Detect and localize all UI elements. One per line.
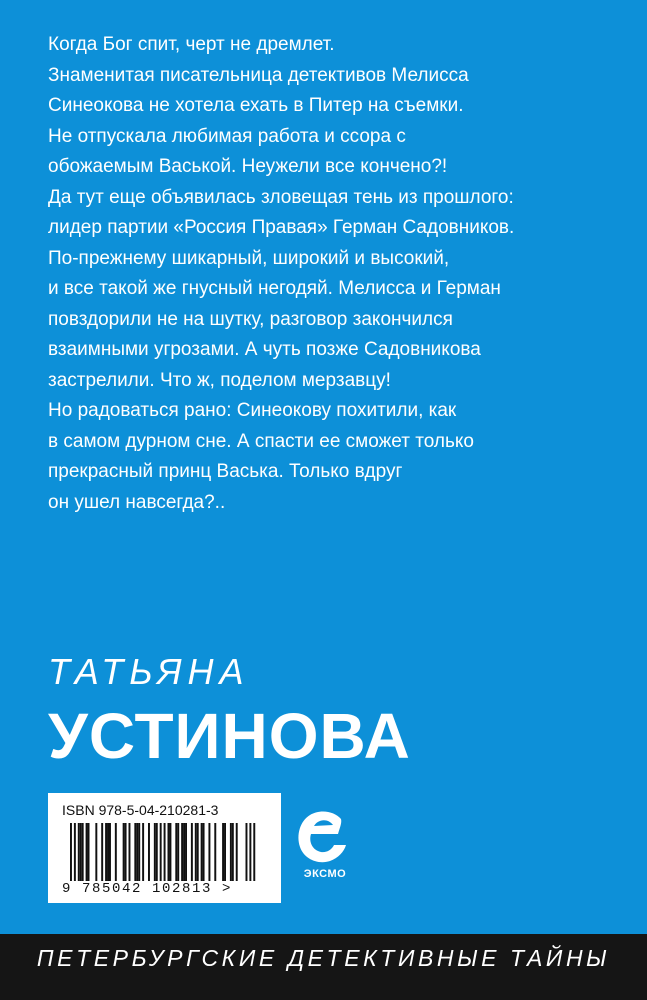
series-band <box>0 934 647 1000</box>
annotation-line: Не отпускала любимая работа и ссора с <box>48 125 406 147</box>
barcode-bar <box>214 823 216 881</box>
barcode-bar <box>148 823 150 881</box>
annotation-line: По-прежнему шикарный, широкий и высокий, <box>48 247 450 269</box>
barcode-bar <box>203 823 205 881</box>
barcode-bar <box>236 823 238 881</box>
annotation-line: и все такой же гнусный негодяй. Мелисса и Герман <box>48 278 501 299</box>
barcode-bar <box>107 823 109 881</box>
barcode-bar <box>74 823 76 881</box>
annotation-line: застрелили. Что ж, поделом мерзавцу! <box>48 369 391 391</box>
barcode-bar <box>115 823 117 881</box>
barcode-bar <box>142 823 144 881</box>
barcode-bar <box>138 823 140 881</box>
annotation-line: Но радоваться рано: Синеокову похитили, как <box>48 400 457 421</box>
barcode-bar <box>249 823 251 881</box>
barcode-bar <box>175 823 177 881</box>
barcode-bar <box>168 823 170 881</box>
isbn-label: ISBN 978-5-04-210281-3 <box>62 802 219 818</box>
series-title: ПЕТЕРБУРГСКИЕ ДЕТЕКТИВНЫЕ ТАЙНЫ <box>36 945 611 971</box>
annotation-line: Знаменитая писательница детективов Мелисса <box>48 64 469 86</box>
barcode-bar <box>191 823 193 881</box>
barcode-bar <box>105 823 107 881</box>
barcode-bar <box>134 823 136 881</box>
barcode-digits: 9 785042 102813 > <box>62 881 233 897</box>
annotation-line: повздорили не на шутку, разговор закончился <box>48 308 453 330</box>
barcode-bar <box>181 823 183 881</box>
barcode-bar <box>230 823 232 881</box>
barcode-bar <box>177 823 179 881</box>
barcode-bar <box>109 823 111 881</box>
barcode-bar <box>129 823 131 881</box>
barcode-bar <box>224 823 226 881</box>
annotation-line: в самом дурном сне. А спасти ее сможет только <box>48 430 474 452</box>
barcode-bar <box>86 823 88 881</box>
barcode-bar <box>160 823 162 881</box>
annotation-line: Когда Бог спит, черт не дремлет. <box>48 34 335 55</box>
barcode-bar <box>88 823 90 881</box>
author-first-name: ТАТЬЯНА <box>48 651 250 692</box>
barcode-bar <box>101 823 103 881</box>
barcode-bar <box>156 823 158 881</box>
barcode <box>62 823 267 881</box>
annotation-line: Да тут еще объявилась зловещая тень из прошлого: <box>48 186 514 208</box>
barcode-bar <box>222 823 224 881</box>
publisher-name: ЭКСМО <box>303 868 347 880</box>
barcode-bar <box>246 823 248 881</box>
annotation-line: лидер партии «Россия Правая» Герман Садовников. <box>48 217 515 238</box>
barcode-bar <box>125 823 127 881</box>
barcode-bar <box>201 823 203 881</box>
barcode-bar <box>136 823 138 881</box>
annotation-line: прекрасный принц Васька. Только вдруг <box>48 461 403 482</box>
barcode-bar <box>154 823 156 881</box>
barcode-bar <box>253 823 255 881</box>
barcode-bar <box>185 823 187 881</box>
barcode-bar <box>123 823 125 881</box>
barcode-bar <box>208 823 210 881</box>
barcode-bar <box>164 823 166 881</box>
barcode-bar <box>197 823 199 881</box>
barcode-bar <box>80 823 82 881</box>
barcode-bar <box>95 823 97 881</box>
author-last-name: УСТИНОВА <box>48 700 411 772</box>
barcode-bar <box>232 823 234 881</box>
isbn-barcode-block <box>48 793 281 903</box>
barcode-bar <box>169 823 171 881</box>
annotation-line: обожаемым Васькой. Неужели все кончено?! <box>48 156 448 177</box>
annotation-line: он ушел навсегда?.. <box>48 491 226 513</box>
barcode-bar <box>82 823 84 881</box>
barcode-bar <box>78 823 80 881</box>
annotation-line: взаимными угрозами. А чуть позже Садовникова <box>48 339 481 360</box>
barcode-bar <box>183 823 185 881</box>
annotation-line: Синеокова не хотела ехать в Питер на съемки. <box>48 95 464 116</box>
barcode-bar <box>70 823 72 881</box>
barcode-bar <box>195 823 197 881</box>
annotation-text <box>48 30 628 518</box>
